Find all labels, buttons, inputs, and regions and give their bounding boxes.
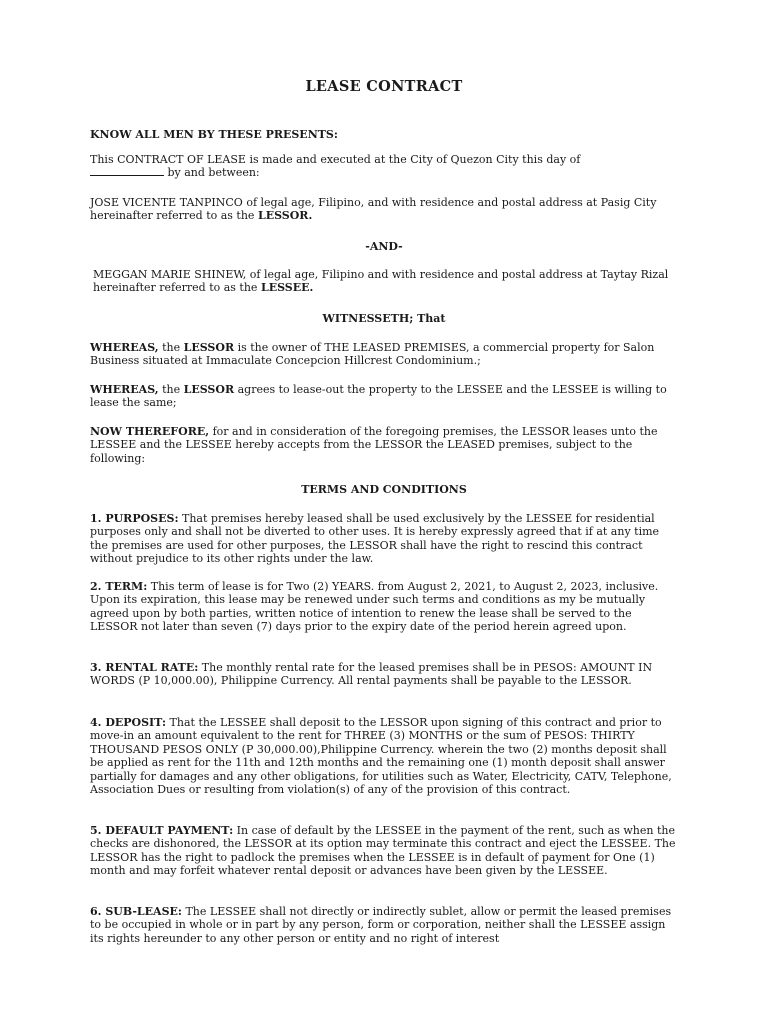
section-text: The LESSEE shall not directly or indirectly sublet, allow or permit the leased premises to be occupied in whole or in part by any person, form or corporation, neither shall the LESSEE assign its rights hereunder to any other person or entity and no right of interest bbox=[90, 905, 672, 945]
section-sub-lease bbox=[90, 905, 680, 945]
whereas-text: the bbox=[162, 341, 181, 354]
lessor-role: LESSOR. bbox=[257, 209, 313, 223]
whereas-text: agrees to lease-out the property to the LESSEE and the LESSEE is willing to lease the same; bbox=[90, 383, 667, 410]
whereas-text: is the owner of THE LEASED PREMISES, a commercial property for Salon Business situated at Immaculate Concepcion Hillcrest Condominium.; bbox=[90, 341, 655, 368]
now-therefore-text: for and in consideration of the foregoing premises, the LESSOR leases unto the LESSEE and the LESSEE hereby accepts from the LESSOR the LEASED premises, subject to the following: bbox=[90, 425, 658, 465]
section-default-payment bbox=[90, 824, 680, 878]
document-title: LEASE CONTRACT bbox=[305, 78, 463, 95]
section-deposit bbox=[90, 716, 680, 796]
whereas-label: WHEREAS, bbox=[90, 383, 159, 396]
lessor-text: JOSE VICENTE TANPINCO of legal age, Filipino, and with residence and postal address at Pasig City hereinafter referred to as the bbox=[90, 196, 657, 223]
section-heading: 6. SUB-LEASE: bbox=[90, 905, 182, 918]
and-separator: -AND- bbox=[365, 240, 403, 253]
section-text: The monthly rental rate for the leased premises shall be in PESOS: AMOUNT IN WORDS (P 10,000.00), Philippine Currency. All rental payments shall be payable to the LESSOR. bbox=[90, 661, 653, 688]
terms-heading: TERMS AND CONDITIONS bbox=[301, 483, 467, 496]
lessee-paragraph bbox=[90, 268, 680, 295]
section-text: In case of default by the LESSEE in the payment of the rent, such as when the checks are dishonored, the LESSOR at its option may terminate this contract and eject the LESSEE. The LESSOR has the right to padlock the premises when the LESSEE is in default of payment for One (1) month and may forfeit whatever rental deposit or advances have been given by the LESSEE. bbox=[90, 824, 676, 878]
intro-paragraph bbox=[90, 153, 680, 180]
section-heading: 5. DEFAULT PAYMENT: bbox=[90, 824, 234, 837]
whereas-label: WHEREAS, bbox=[90, 341, 159, 354]
section-heading: 2. TERM: bbox=[90, 580, 148, 593]
section-rental-rate bbox=[90, 661, 680, 688]
know-all-heading: KNOW ALL MEN BY THESE PRESENTS: bbox=[90, 128, 338, 141]
witnesseth-heading: WITNESSETH; That bbox=[322, 312, 446, 325]
intro-line-1: This CONTRACT OF LEASE is made and executed at the City of Quezon City this day of bbox=[90, 153, 581, 166]
whereas-lessor: LESSOR bbox=[183, 341, 235, 354]
lessee-role: LESSEE. bbox=[260, 281, 314, 295]
section-purposes bbox=[90, 512, 680, 566]
whereas-text: the bbox=[162, 383, 181, 396]
whereas-paragraph-2 bbox=[90, 383, 680, 410]
section-text: This term of lease is for Two (2) YEARS. from August 2, 2021, to August 2, 2023, inclusive. Upon its expiration, this lease may be renewed under such terms and conditions as my be mutually agreed upon by both parties, written notice of intention to renew the lease shall be served to the LESSOR not later than seven (7) days prior to the expiry date of the period herein agreed upon. bbox=[90, 580, 659, 634]
whereas-paragraph-1 bbox=[90, 341, 680, 368]
section-text: That the LESSEE shall deposit to the LESSOR upon signing of this contract and prior to move-in an amount equivalent to the rent for THREE (3) MONTHS or the sum of PESOS: THIRTY THOUSAND PESOS ONLY (P 30,000.00),Philippine Currency. wherein the two (2) months deposit shall be applied as rent for the 11th and 12th months and the remaining one (1) month deposit shall answer partially for damages and any other obligations, for utilities such as Water, Electricity, CATV, Telephone, Association Dues or resulting from violation(s) of any of the provision of this contract. bbox=[90, 716, 672, 797]
date-blank bbox=[90, 166, 164, 176]
section-heading: 4. DEPOSIT: bbox=[90, 716, 167, 729]
now-therefore-label: NOW THEREFORE, bbox=[90, 425, 210, 438]
section-heading: 1. PURPOSES: bbox=[90, 512, 179, 525]
section-term bbox=[90, 580, 680, 634]
now-therefore-paragraph bbox=[90, 425, 680, 465]
section-text: That premises hereby leased shall be used exclusively by the LESSEE for residential purposes only and shall not be diverted to other uses. It is hereby expressly agreed that if at any time the premises are used for other purposes, the LESSOR shall have the right to rescind this contract without prejudice to its other rights under the law. bbox=[90, 512, 660, 566]
intro-line-2: by and between: bbox=[167, 166, 260, 180]
lessor-paragraph bbox=[90, 196, 680, 223]
lessee-text: MEGGAN MARIE SHINEW, of legal age, Filipino and with residence and postal address at Taytay Rizal hereinafter referred to as the bbox=[93, 268, 669, 295]
section-heading: 3. RENTAL RATE: bbox=[90, 661, 199, 674]
whereas-lessor: LESSOR bbox=[183, 383, 235, 396]
